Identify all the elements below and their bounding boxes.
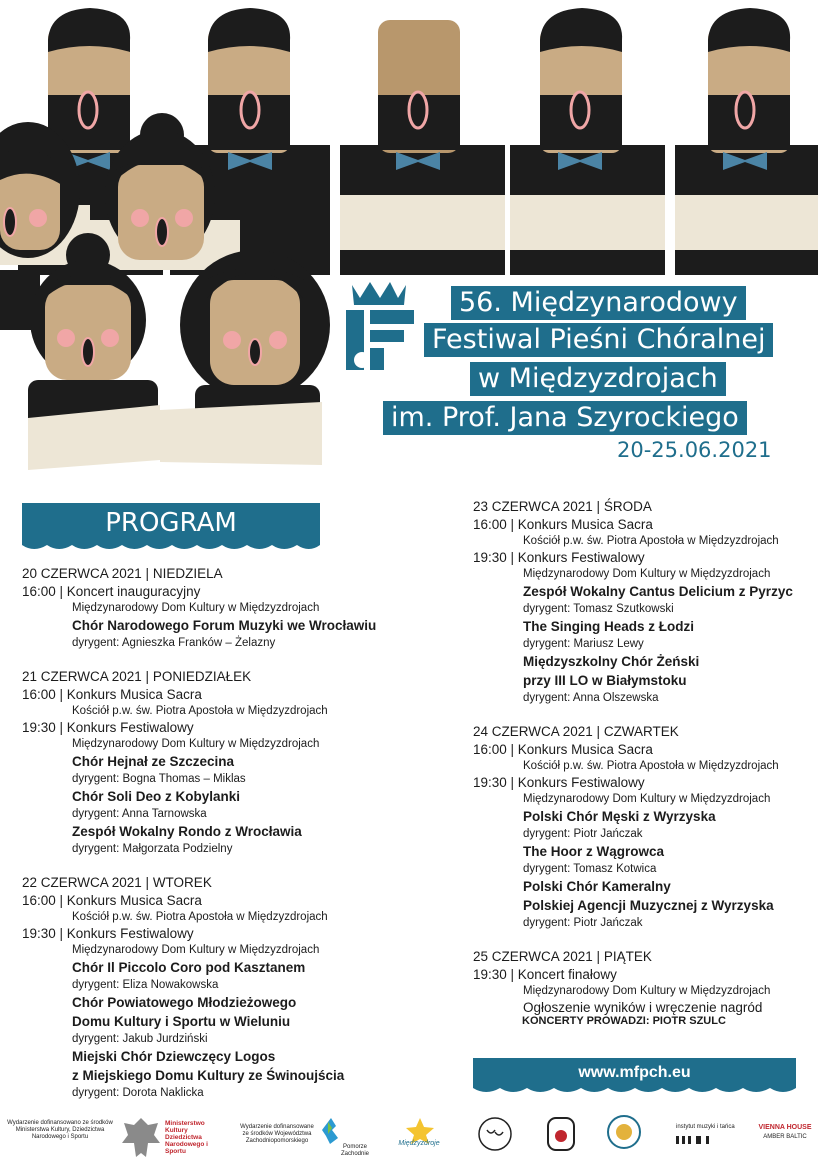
- presenters-note: KONCERTY PROWADZI: PIOTR SZULC: [522, 1015, 726, 1027]
- choir-name: przy III LO w Białymstoku: [523, 673, 687, 688]
- choir-name: Zespół Wokalny Cantus Delicium z Pyrzyc: [523, 584, 793, 599]
- choir-name: Miejski Chór Dziewczęcy Logos: [72, 1049, 276, 1064]
- ministry-funding-note: Wydarzenie dofinansowano ze środków Ministerstwa Kultury, Dziedzictwa Narodowego i Sportu: [7, 1120, 113, 1140]
- day-date-heading: 24 CZERWCA 2021 | CZWARTEK: [473, 724, 679, 739]
- choir-name: Międzyszkolny Chór Żeński: [523, 654, 700, 669]
- choir-name: z Miejskiego Domu Kultury ze Świnoujścia: [72, 1068, 345, 1083]
- event-detail: Międzynarodowy Dom Kultury w Międzyzdrojach: [523, 568, 771, 580]
- event-time-title: 19:30 | Konkurs Festiwalowy: [473, 775, 645, 790]
- schedule-day: [473, 948, 818, 1016]
- ministry-logo: Ministerstwo Kultury Dziedzictwa Narodowego i Sportu: [165, 1120, 208, 1155]
- schedule-left-column: [22, 565, 422, 1118]
- choir-name: Chór Il Piccolo Coro pod Kasztanem: [72, 960, 306, 975]
- day-date-heading: 20 CZERWCA 2021 | NIEDZIELA: [22, 566, 223, 581]
- vienna-house-logo: VIENNA HOUSE: [758, 1124, 812, 1131]
- event-detail: Międzynarodowy Dom Kultury w Międzyzdrojach: [523, 985, 771, 997]
- choir-name: The Singing Heads z Łodzi: [523, 619, 695, 634]
- culture-house-emblem-icon: [546, 1116, 576, 1152]
- barcode-icon: [676, 1136, 716, 1144]
- day-date-heading: 21 CZERWCA 2021 | PONIEDZIAŁEK: [22, 669, 252, 684]
- event-detail: dyrygent: Anna Tarnowska: [72, 808, 207, 820]
- sponsor-footer: [0, 1110, 818, 1169]
- festival-title-line-2: Festiwal Pieśni Chóralnej: [424, 323, 773, 357]
- event-detail: Międzynarodowy Dom Kultury w Międzyzdrojach: [72, 738, 320, 750]
- event-detail: dyrygent: Tomasz Kotwica: [523, 863, 657, 875]
- miedzyzdroje-logo: Międzyzdroje: [398, 1140, 440, 1147]
- event-detail: dyrygent: Anna Olszewska: [523, 692, 659, 704]
- event-time-title: 16:00 | Konkurs Musica Sacra: [22, 687, 202, 702]
- choir-name: Chór Soli Deo z Kobylanki: [72, 789, 241, 804]
- program-heading: PROGRAM: [22, 503, 320, 543]
- event-detail: Kościół p.w. św. Piotra Apostoła w Międzyzdrojach: [72, 705, 328, 717]
- schedule-day: [473, 498, 818, 706]
- day-date-heading: 22 CZERWCA 2021 | WTOREK: [22, 875, 212, 890]
- schedule-right-column: [473, 498, 818, 1033]
- choir-name: Zespół Wokalny Rondo z Wrocławia: [72, 824, 302, 839]
- choir-name: Polski Chór Męski z Wyrzyska: [523, 809, 716, 824]
- event-detail: dyrygent: Piotr Jańczak: [523, 917, 643, 929]
- event-detail: Międzynarodowy Dom Kultury w Międzyzdrojach: [523, 793, 771, 805]
- event-detail: dyrygent: Agnieszka Franków – Żelazny: [72, 637, 276, 649]
- festival-title-line-3: w Międzyzdrojach: [470, 362, 726, 396]
- choir-name: The Hoor z Wągrowca: [523, 844, 665, 859]
- event-detail: Kościół p.w. św. Piotra Apostoła w Międzyzdrojach: [72, 911, 328, 923]
- singer-man-5: [675, 8, 818, 275]
- festival-title-line-4: im. Prof. Jana Szyrockiego: [383, 401, 747, 435]
- theatre-masks-icon: [475, 1114, 515, 1154]
- choir-name: Chór Hejnał ze Szczecina: [72, 754, 235, 769]
- festival-title-line-1: 56. Międzynarodowy: [451, 286, 746, 320]
- event-detail: dyrygent: Piotr Jańczak: [523, 828, 643, 840]
- pomorze-zachodnie-icon: [320, 1116, 342, 1146]
- choir-name: Chór Powiatowego Młodzieżowego: [72, 995, 297, 1010]
- event-time-title: 16:00 | Koncert inauguracyjny: [22, 584, 201, 599]
- event-time-title: 19:30 | Koncert finałowy: [473, 967, 617, 982]
- event-time-title: 19:30 | Konkurs Festiwalowy: [473, 550, 645, 565]
- url-wave-divider: [473, 1088, 796, 1096]
- schedule-day: [22, 874, 422, 1101]
- event-detail: dyrygent: Tomasz Szutkowski: [523, 603, 674, 615]
- event-detail: dyrygent: Mariusz Lewy: [523, 638, 644, 650]
- choir-name: Chór Narodowego Forum Muzyki we Wrocławiu: [72, 618, 377, 633]
- pomorze-zachodnie-logo: Pomorze Zachodnie: [340, 1144, 370, 1157]
- schedule-day: [22, 668, 422, 857]
- festival-logo-icon: [346, 282, 414, 370]
- event-detail: dyrygent: Małgorzata Podzielny: [72, 843, 233, 855]
- event-detail: dyrygent: Bogna Thomas – Miklas: [72, 773, 246, 785]
- event-detail: dyrygent: Eliza Nowakowska: [72, 979, 219, 991]
- wave-divider: [22, 543, 320, 553]
- event-time-title: 16:00 | Konkurs Musica Sacra: [473, 742, 653, 757]
- singer-man-3: [340, 20, 505, 275]
- day-date-heading: 25 CZERWCA 2021 | PIĄTEK: [473, 949, 652, 964]
- event-time-title: 19:30 | Konkurs Festiwalowy: [22, 720, 194, 735]
- singer-man-4: [510, 8, 665, 275]
- choir-name: Domu Kultury i Sportu w Wieluniu: [72, 1014, 291, 1029]
- choir-name: Polskiej Agencji Muzycznej z Wyrzyska: [523, 898, 774, 913]
- website-link[interactable]: www.mfpch.eu: [473, 1058, 796, 1088]
- region-funding-note: Wydarzenie dofinansowane ze środków Województwa Zachodniopomorskiego: [240, 1124, 314, 1144]
- event-time-title: 19:30 | Konkurs Festiwalowy: [22, 926, 194, 941]
- event-detail: Kościół p.w. św. Piotra Apostoła w Międzyzdrojach: [523, 535, 779, 547]
- event-detail: Kościół p.w. św. Piotra Apostoła w Międzyzdrojach: [523, 760, 779, 772]
- event-time-title: 16:00 | Konkurs Musica Sacra: [22, 893, 202, 908]
- event-detail: Międzynarodowy Dom Kultury w Międzyzdrojach: [72, 944, 320, 956]
- school-seal-icon: [606, 1114, 642, 1150]
- polish-eagle-icon: [120, 1115, 162, 1160]
- instytut-logo: instytut muzyki i tańca: [676, 1124, 735, 1130]
- schedule-day: [473, 723, 818, 931]
- amber-baltic-logo: AMBER BALTIC: [763, 1134, 807, 1140]
- choir-name: Polski Chór Kameralny: [523, 879, 671, 894]
- event-detail: dyrygent: Dorota Naklicka: [72, 1087, 204, 1099]
- singer-woman-4: [160, 250, 330, 465]
- event-time-title: 16:00 | Konkurs Musica Sacra: [473, 517, 653, 532]
- festival-dates: 20-25.06.2021: [617, 438, 772, 462]
- event-detail: Międzynarodowy Dom Kultury w Międzyzdrojach: [72, 602, 320, 614]
- event-note: Ogłoszenie wyników i wręczenie nagród: [523, 1000, 763, 1015]
- day-date-heading: 23 CZERWCA 2021 | ŚRODA: [473, 499, 652, 514]
- schedule-day: [22, 565, 422, 651]
- event-detail: dyrygent: Jakub Jurdziński: [72, 1033, 208, 1045]
